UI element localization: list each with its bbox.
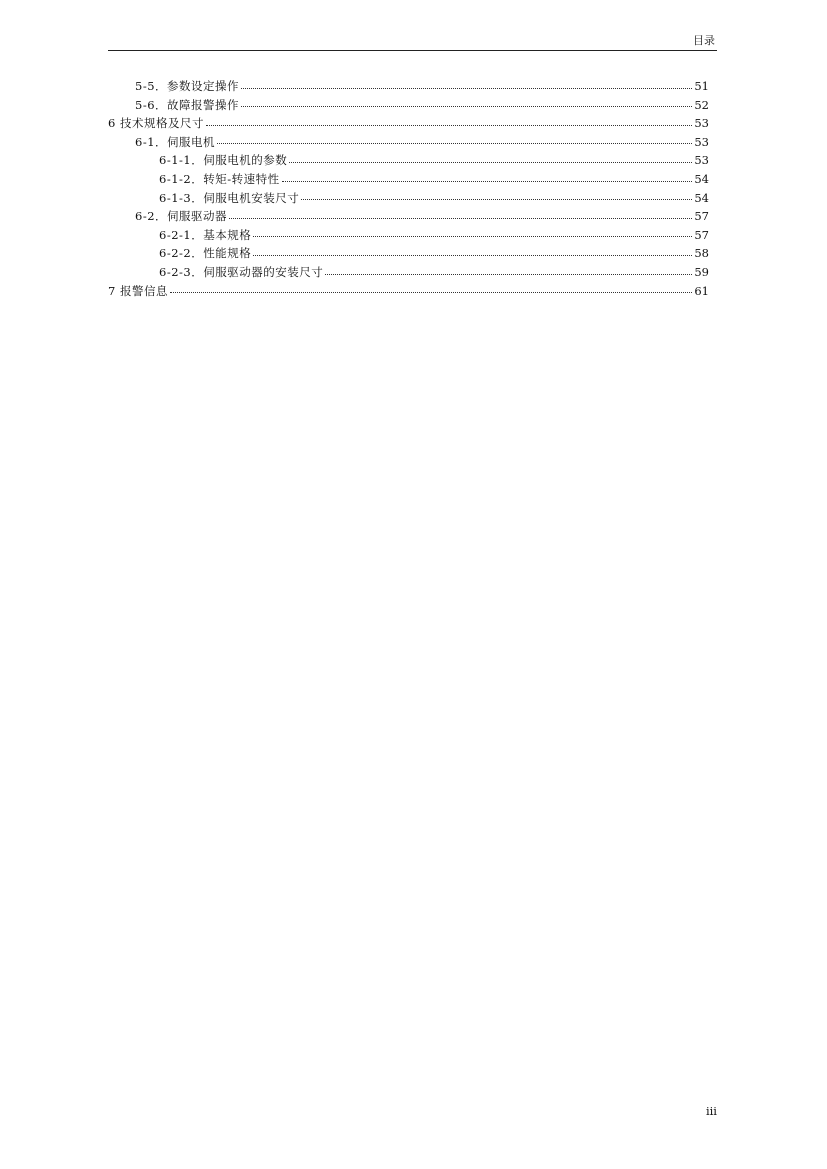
toc-dot-leader: [217, 143, 692, 144]
toc-entry-label: 6-2-1．基本规格: [159, 227, 252, 242]
toc-entry[interactable]: [108, 151, 709, 170]
toc-dot-leader: [206, 125, 692, 126]
toc-dot-leader: [253, 255, 692, 256]
toc-entry[interactable]: [108, 207, 709, 226]
toc-dot-leader: [301, 199, 692, 200]
toc-entry-label: 7 报警信息: [108, 283, 168, 298]
toc-entry[interactable]: [108, 77, 709, 96]
toc-entry-page: 52: [694, 97, 709, 112]
toc-entry[interactable]: [108, 189, 709, 208]
toc-entry[interactable]: [108, 133, 709, 152]
toc-dot-leader: [170, 292, 692, 293]
toc-entry-label: 6-2．伺服驱动器: [135, 209, 228, 224]
toc-entry-label: 6 技术规格及尺寸: [108, 116, 204, 131]
toc-dot-leader: [241, 106, 692, 107]
toc-entry[interactable]: [108, 170, 709, 189]
toc-dot-leader: [241, 88, 692, 89]
toc-entry-page: 53: [694, 134, 709, 149]
toc-dot-leader: [253, 236, 692, 237]
toc-entry-page: 58: [694, 246, 709, 261]
toc-entry-label: 6-1-1．伺服电机的参数: [159, 153, 288, 168]
toc-entry-page: 53: [694, 116, 709, 131]
toc-entry[interactable]: [108, 226, 709, 245]
toc-entry-page: 61: [694, 283, 709, 298]
toc-entry-page: 54: [694, 190, 709, 205]
toc-entry[interactable]: [108, 114, 709, 133]
toc-dot-leader: [282, 181, 693, 182]
page-header: [108, 34, 717, 51]
page-number: iii: [705, 1104, 717, 1118]
toc-entry-page: 57: [694, 209, 709, 224]
toc-dot-leader: [289, 162, 692, 163]
toc-entry-label: 6-1-2．转矩-转速特性: [159, 171, 280, 186]
toc-entry-page: 59: [694, 264, 709, 279]
toc-entry-page: 57: [694, 227, 709, 242]
toc-dot-leader: [229, 218, 692, 219]
toc-entry-label: 6-2-3．伺服驱动器的安装尺寸: [159, 264, 324, 279]
toc-dot-leader: [325, 274, 692, 275]
toc-entry-label: 6-2-2．性能规格: [159, 246, 252, 261]
toc-entry-label: 5-6．故障报警操作: [135, 97, 240, 112]
toc-entry-page: 53: [694, 153, 709, 168]
toc-entry[interactable]: [108, 263, 709, 282]
toc-entry[interactable]: [108, 282, 709, 301]
header-title: 目录: [693, 34, 715, 47]
toc-entry[interactable]: [108, 96, 709, 115]
toc-entry-page: 54: [694, 171, 709, 186]
toc-entry-label: 6-1．伺服电机: [135, 134, 216, 149]
toc-entry-label: 5-5．参数设定操作: [135, 79, 240, 93]
table-of-contents: [108, 77, 709, 300]
toc-entry-label: 6-1-3．伺服电机安装尺寸: [159, 190, 300, 205]
toc-entry[interactable]: [108, 244, 709, 263]
toc-entry-page: 51: [694, 79, 709, 93]
